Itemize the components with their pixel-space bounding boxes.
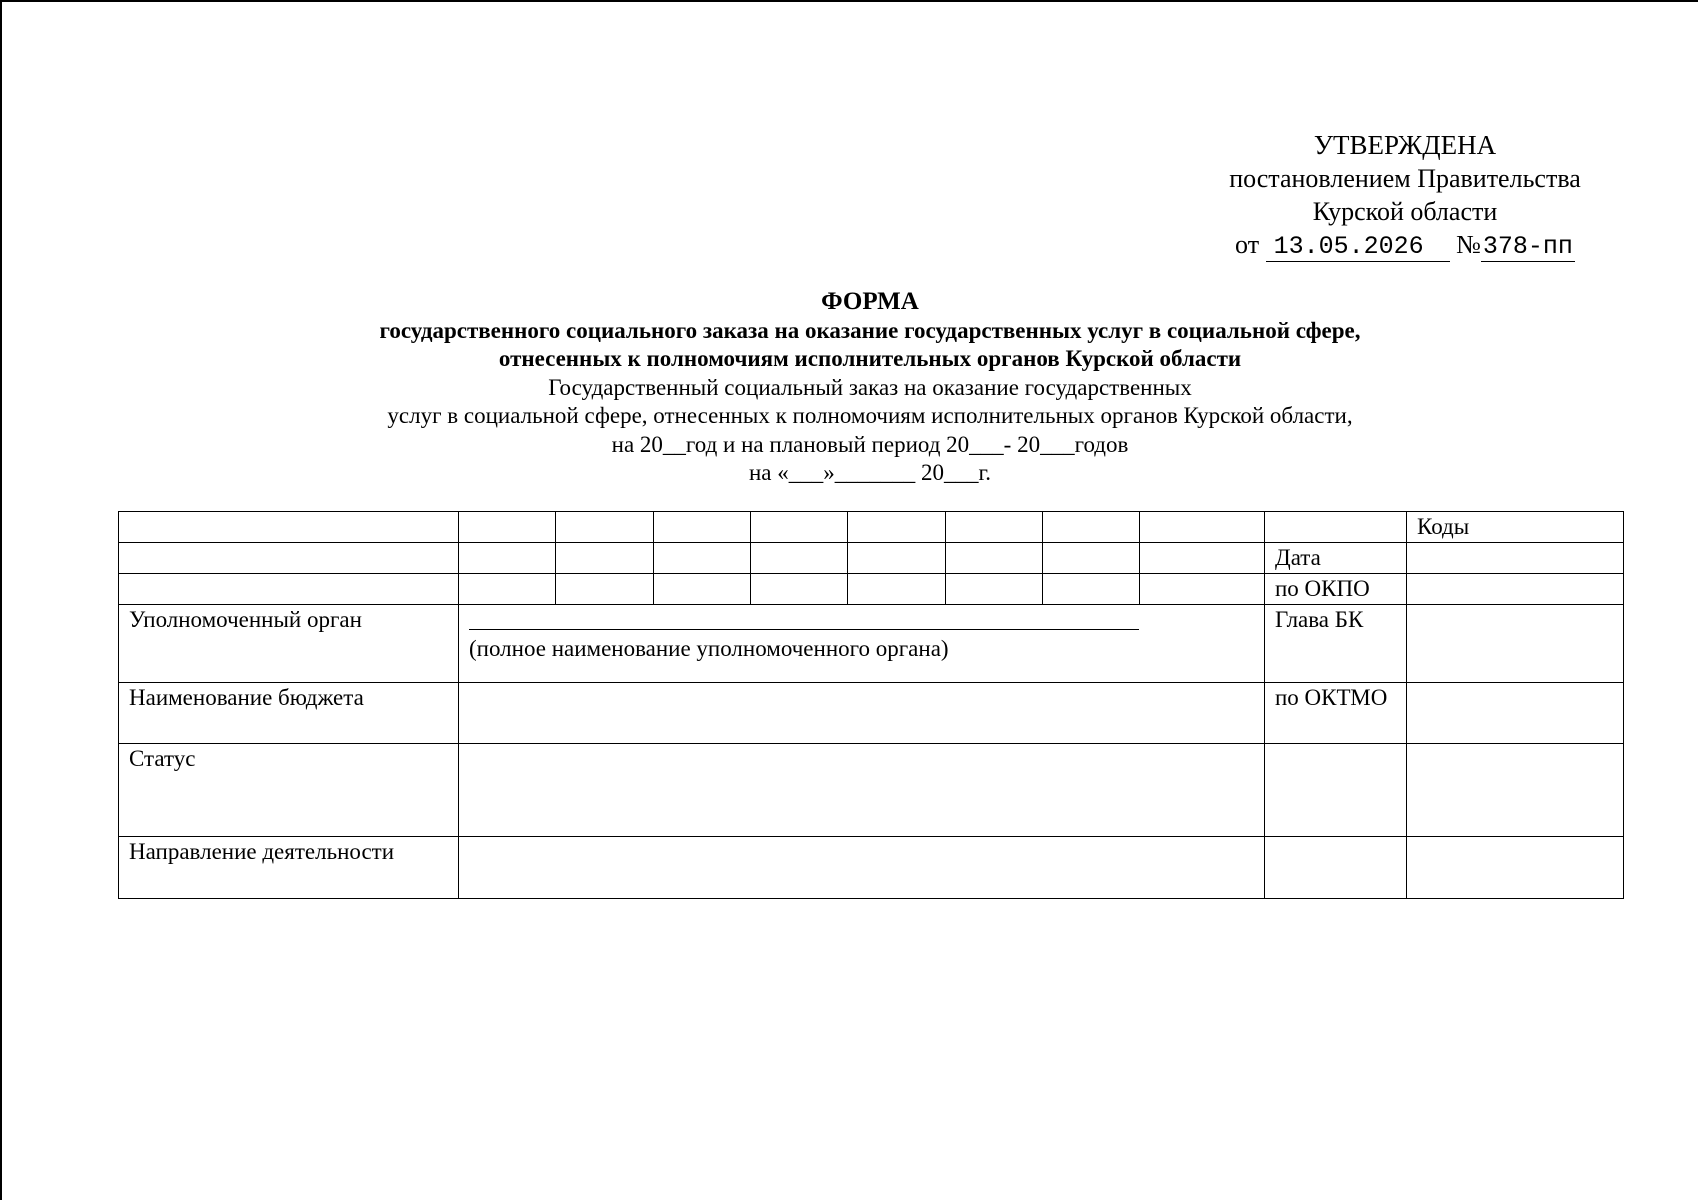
heading-bold-line-2: отнесенных к полномочиям исполнительных органов Курской области — [498, 346, 1242, 371]
table-cell — [654, 543, 751, 574]
table-cell — [1140, 574, 1265, 605]
budget-label: Наименование бюджета — [119, 683, 459, 744]
authority-hint: (полное наименование уполномоченного органа) — [469, 636, 949, 661]
page-edge-left — [0, 0, 2, 1200]
codes-header: Коды — [1407, 512, 1624, 543]
approval-date-line — [1195, 228, 1615, 262]
table-cell — [751, 512, 848, 543]
status-value-cell — [459, 744, 1265, 837]
table-cell — [1265, 512, 1407, 543]
date-label: Дата — [1265, 543, 1407, 574]
table-cell — [1407, 744, 1624, 837]
authority-blank-line — [469, 607, 1139, 630]
authority-label: Уполномоченный орган — [119, 605, 459, 683]
status-label: Статус — [119, 744, 459, 837]
heading-line-4: услуг в социальной сфере, отнесенных к полномочиям исполнительных органов Курской области, — [387, 403, 1353, 428]
table-cell — [119, 543, 459, 574]
table-cell — [1265, 837, 1407, 899]
table-cell — [654, 574, 751, 605]
bk-code-cell — [1407, 605, 1624, 683]
heading-line-6: на «___»_______ 20___г. — [748, 460, 992, 485]
date-code-cell — [1407, 543, 1624, 574]
approval-line-2: Курской области — [1312, 197, 1498, 226]
activity-label: Направление деятельности — [119, 837, 459, 899]
date-prefix: от — [1235, 230, 1260, 259]
bk-label: Глава БК — [1265, 605, 1407, 683]
table-cell — [459, 574, 556, 605]
table-cell — [1140, 512, 1265, 543]
approval-title: УТВЕРЖДЕНА — [1313, 130, 1497, 160]
authority-value-cell — [459, 605, 1265, 683]
table-cell — [556, 574, 654, 605]
table-cell — [848, 543, 946, 574]
table-cell — [459, 543, 556, 574]
table-cell — [459, 512, 556, 543]
table-cell — [1407, 837, 1624, 899]
table-cell — [1140, 543, 1265, 574]
table-cell — [1043, 543, 1140, 574]
table-cell — [848, 574, 946, 605]
table-row — [119, 543, 1624, 574]
table-row — [119, 683, 1624, 744]
table-cell — [848, 512, 946, 543]
table-cell — [1265, 744, 1407, 837]
approval-line-1: постановлением Правительства — [1229, 164, 1581, 193]
document-heading — [0, 288, 1698, 488]
table-row — [119, 512, 1624, 543]
okpo-code-cell — [1407, 574, 1624, 605]
okpo-label: по ОКПО — [1265, 574, 1407, 605]
table-row — [119, 837, 1624, 899]
page-edge-top — [0, 0, 1698, 2]
activity-value-cell — [459, 837, 1265, 899]
form-title: ФОРМА — [821, 288, 919, 315]
heading-line-5: на 20__год и на плановый период 20___- 20___годов — [611, 431, 1129, 457]
oktmo-label: по ОКТМО — [1265, 683, 1407, 744]
table-row — [119, 605, 1624, 683]
table-cell — [946, 512, 1043, 543]
table-cell — [751, 574, 848, 605]
oktmo-code-cell — [1407, 683, 1624, 744]
approval-date: 13.05.2026 — [1266, 233, 1450, 262]
table-cell — [556, 512, 654, 543]
table-cell — [556, 543, 654, 574]
table-cell — [119, 512, 459, 543]
number-prefix: № — [1456, 230, 1481, 259]
table-cell — [751, 543, 848, 574]
table-cell — [946, 574, 1043, 605]
table-cell — [654, 512, 751, 543]
table-cell — [1043, 512, 1140, 543]
budget-value-cell — [459, 683, 1265, 744]
approval-number: 378-пп — [1482, 232, 1573, 261]
heading-bold-line-1: государственного социального заказа на оказание государственных услуг в социальной сфере, — [379, 317, 1361, 343]
table-row — [119, 744, 1624, 837]
order-form-table — [118, 511, 1624, 899]
table-cell — [1043, 574, 1140, 605]
table-cell — [946, 543, 1043, 574]
heading-line-3: Государственный социальный заказ на оказание государственных — [548, 374, 1192, 400]
table-cell — [119, 574, 459, 605]
approval-stamp — [1195, 129, 1615, 262]
table-row — [119, 574, 1624, 605]
